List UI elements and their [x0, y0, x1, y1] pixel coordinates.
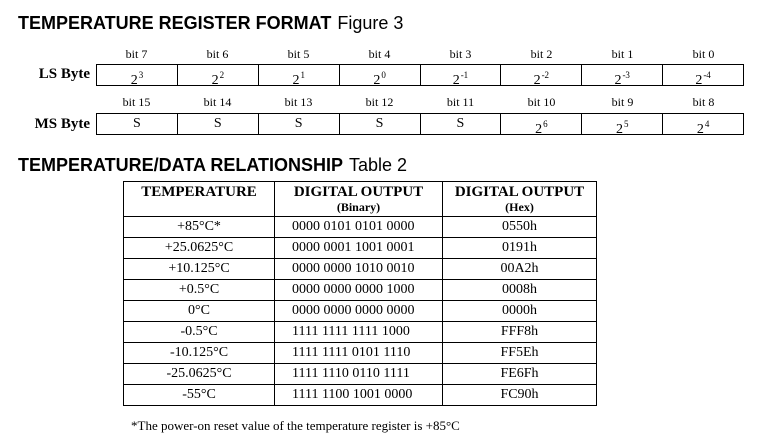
- bit-weight-base: 2: [696, 122, 704, 137]
- bit-weight-base: 2: [292, 73, 300, 88]
- ms-bit-label: bit 10: [527, 95, 556, 109]
- table-row: [124, 238, 597, 259]
- temperature-cell: +0.5°C: [124, 280, 275, 301]
- ms-bit-label: bit 13: [284, 95, 313, 109]
- binary-output-cell: 0000 0101 0101 0000: [275, 217, 443, 238]
- bit-weight-exponent: -2: [541, 70, 550, 80]
- ls-bit-cell: [339, 65, 420, 88]
- ls-bit-label: bit 1: [611, 47, 634, 61]
- bit-weight-exponent: -3: [622, 70, 630, 80]
- bit-weight-base: 2: [695, 73, 703, 88]
- table-row: [124, 385, 597, 406]
- hex-output-cell: FE6Fh: [443, 364, 597, 385]
- binary-output-cell: 0000 0000 0000 0000: [275, 301, 443, 322]
- header-hex-sub: (Hex): [505, 200, 534, 214]
- ms-bit-cell: [420, 114, 501, 134]
- binary-output-cell: 1111 1110 0110 1111: [275, 364, 443, 385]
- bit-weight-exponent: 2: [219, 70, 225, 80]
- temperature-cell: +85°C*: [124, 217, 275, 238]
- table-row: [124, 217, 597, 238]
- bit-weight-exponent: 0: [381, 70, 386, 80]
- ms-bit-label: bit 8: [692, 95, 715, 109]
- bit-weight-base: 2: [614, 73, 622, 88]
- ms-bit-cell: [339, 114, 420, 134]
- ms-bit-label: bit 12: [365, 95, 394, 109]
- bit-weight-base: S: [294, 116, 303, 131]
- hex-output-cell: 0191h: [443, 238, 597, 259]
- binary-output-cell: 0000 0001 1001 0001: [275, 238, 443, 259]
- figure-title: TEMPERATURE REGISTER FORMAT: [18, 13, 332, 33]
- bit-weight-exponent: 5: [623, 119, 629, 129]
- temperature-data-table: [123, 181, 597, 406]
- ls-bit-cell: [500, 65, 581, 88]
- temperature-cell: -0.5°C: [124, 322, 275, 343]
- ls-bit-label: bit 6: [206, 47, 229, 61]
- bit-weight-base: 2: [452, 73, 460, 88]
- ms-byte-label: MS Byte: [34, 116, 90, 132]
- bit-weight-base: 2: [373, 73, 381, 88]
- bit-weight-base: 2: [533, 73, 541, 88]
- ms-bit-label: bit 14: [203, 95, 232, 109]
- bit-weight-base: S: [375, 116, 384, 131]
- ms-bit-cell: [177, 114, 258, 134]
- table-header-row: [124, 182, 597, 217]
- ls-bit-labels: [96, 47, 744, 62]
- ls-bit-label: bit 2: [530, 47, 553, 61]
- ms-bit-cell: [662, 114, 743, 137]
- ms-bit-cell: [581, 114, 662, 137]
- binary-output-cell: 0000 0000 1010 0010: [275, 259, 443, 280]
- ls-bit-label: bit 5: [287, 47, 310, 61]
- ls-bit-label: bit 7: [125, 47, 148, 61]
- table-row: [124, 343, 597, 364]
- binary-output-cell: 0000 0000 0000 1000: [275, 280, 443, 301]
- binary-output-cell: 1111 1100 1001 0000: [275, 385, 443, 406]
- ls-bit-label: bit 4: [368, 47, 391, 61]
- bit-weight-exponent: -1: [460, 70, 469, 80]
- bit-weight-base: 2: [535, 122, 543, 137]
- header-binary: [275, 182, 443, 217]
- ms-byte-register: [96, 113, 744, 135]
- table-row: [124, 259, 597, 280]
- ms-bit-labels: [96, 95, 744, 110]
- bit-weight-base: S: [133, 116, 141, 131]
- hex-output-cell: 00A2h: [443, 259, 597, 280]
- bit-weight-exponent: -4: [703, 70, 711, 80]
- ls-bit-label: bit 0: [692, 47, 715, 61]
- ms-bit-label: bit 11: [446, 95, 475, 109]
- ls-bit-cell: [420, 65, 501, 88]
- bit-weight-base: S: [213, 116, 222, 131]
- ls-byte-register: [96, 64, 744, 86]
- bit-weight-base: 2: [130, 73, 138, 88]
- hex-output-cell: FF5Eh: [443, 343, 597, 364]
- ls-bit-label: bit 3: [449, 47, 472, 61]
- ls-byte-label: LS Byte: [38, 66, 90, 82]
- bit-weight-base: 2: [211, 73, 219, 88]
- header-temperature-title: TEMPERATURE: [141, 184, 257, 200]
- table-row: [124, 280, 597, 301]
- figure-number: Figure 3: [337, 13, 404, 33]
- ls-bit-cell: [177, 65, 258, 88]
- bit-weight-exponent: 3: [138, 70, 144, 80]
- bit-weight-exponent: 4: [704, 119, 710, 129]
- header-binary-title: DIGITAL OUTPUT: [293, 184, 424, 200]
- temperature-cell: 0°C: [124, 301, 275, 322]
- temperature-cell: +10.125°C: [124, 259, 275, 280]
- header-temperature: [124, 182, 275, 217]
- temperature-cell: -25.0625°C: [124, 364, 275, 385]
- figure-heading: [18, 13, 403, 34]
- header-hex: [443, 182, 597, 217]
- header-hex-title: DIGITAL OUTPUT: [454, 184, 585, 200]
- bit-weight-base: S: [456, 116, 465, 131]
- bit-weight-exponent: 6: [543, 119, 548, 129]
- footnote: *The power-on reset value of the temperature register is +85°C: [131, 418, 460, 433]
- ms-bit-label: bit 15: [122, 95, 151, 109]
- binary-output-cell: 1111 1111 0101 1110: [275, 343, 443, 364]
- hex-output-cell: FFF8h: [443, 322, 597, 343]
- temperature-cell: +25.0625°C: [124, 238, 275, 259]
- temperature-cell: -10.125°C: [124, 343, 275, 364]
- ls-bit-cell: [97, 65, 177, 88]
- hex-output-cell: 0550h: [443, 217, 597, 238]
- hex-output-cell: FC90h: [443, 385, 597, 406]
- ls-bit-cell: [662, 65, 743, 88]
- table-title: TEMPERATURE/DATA RELATIONSHIP: [18, 155, 343, 175]
- temperature-cell: -55°C: [124, 385, 275, 406]
- table-number: Table 2: [349, 155, 408, 175]
- ls-bit-cell: [581, 65, 662, 88]
- table-row: [124, 301, 597, 322]
- ms-bit-label: bit 9: [611, 95, 634, 109]
- bit-weight-exponent: 1: [300, 70, 305, 80]
- binary-output-cell: 1111 1111 1111 1000: [275, 322, 443, 343]
- hex-output-cell: 0008h: [443, 280, 597, 301]
- hex-output-cell: 0000h: [443, 301, 597, 322]
- table-row: [124, 364, 597, 385]
- bit-weight-base: 2: [615, 122, 623, 137]
- ls-bit-cell: [258, 65, 339, 88]
- header-binary-sub: (Binary): [336, 200, 381, 214]
- table-row: [124, 322, 597, 343]
- ms-bit-cell: [258, 114, 339, 134]
- ms-bit-cell: [97, 114, 177, 134]
- ms-bit-cell: [500, 114, 581, 137]
- table-heading: [18, 155, 407, 176]
